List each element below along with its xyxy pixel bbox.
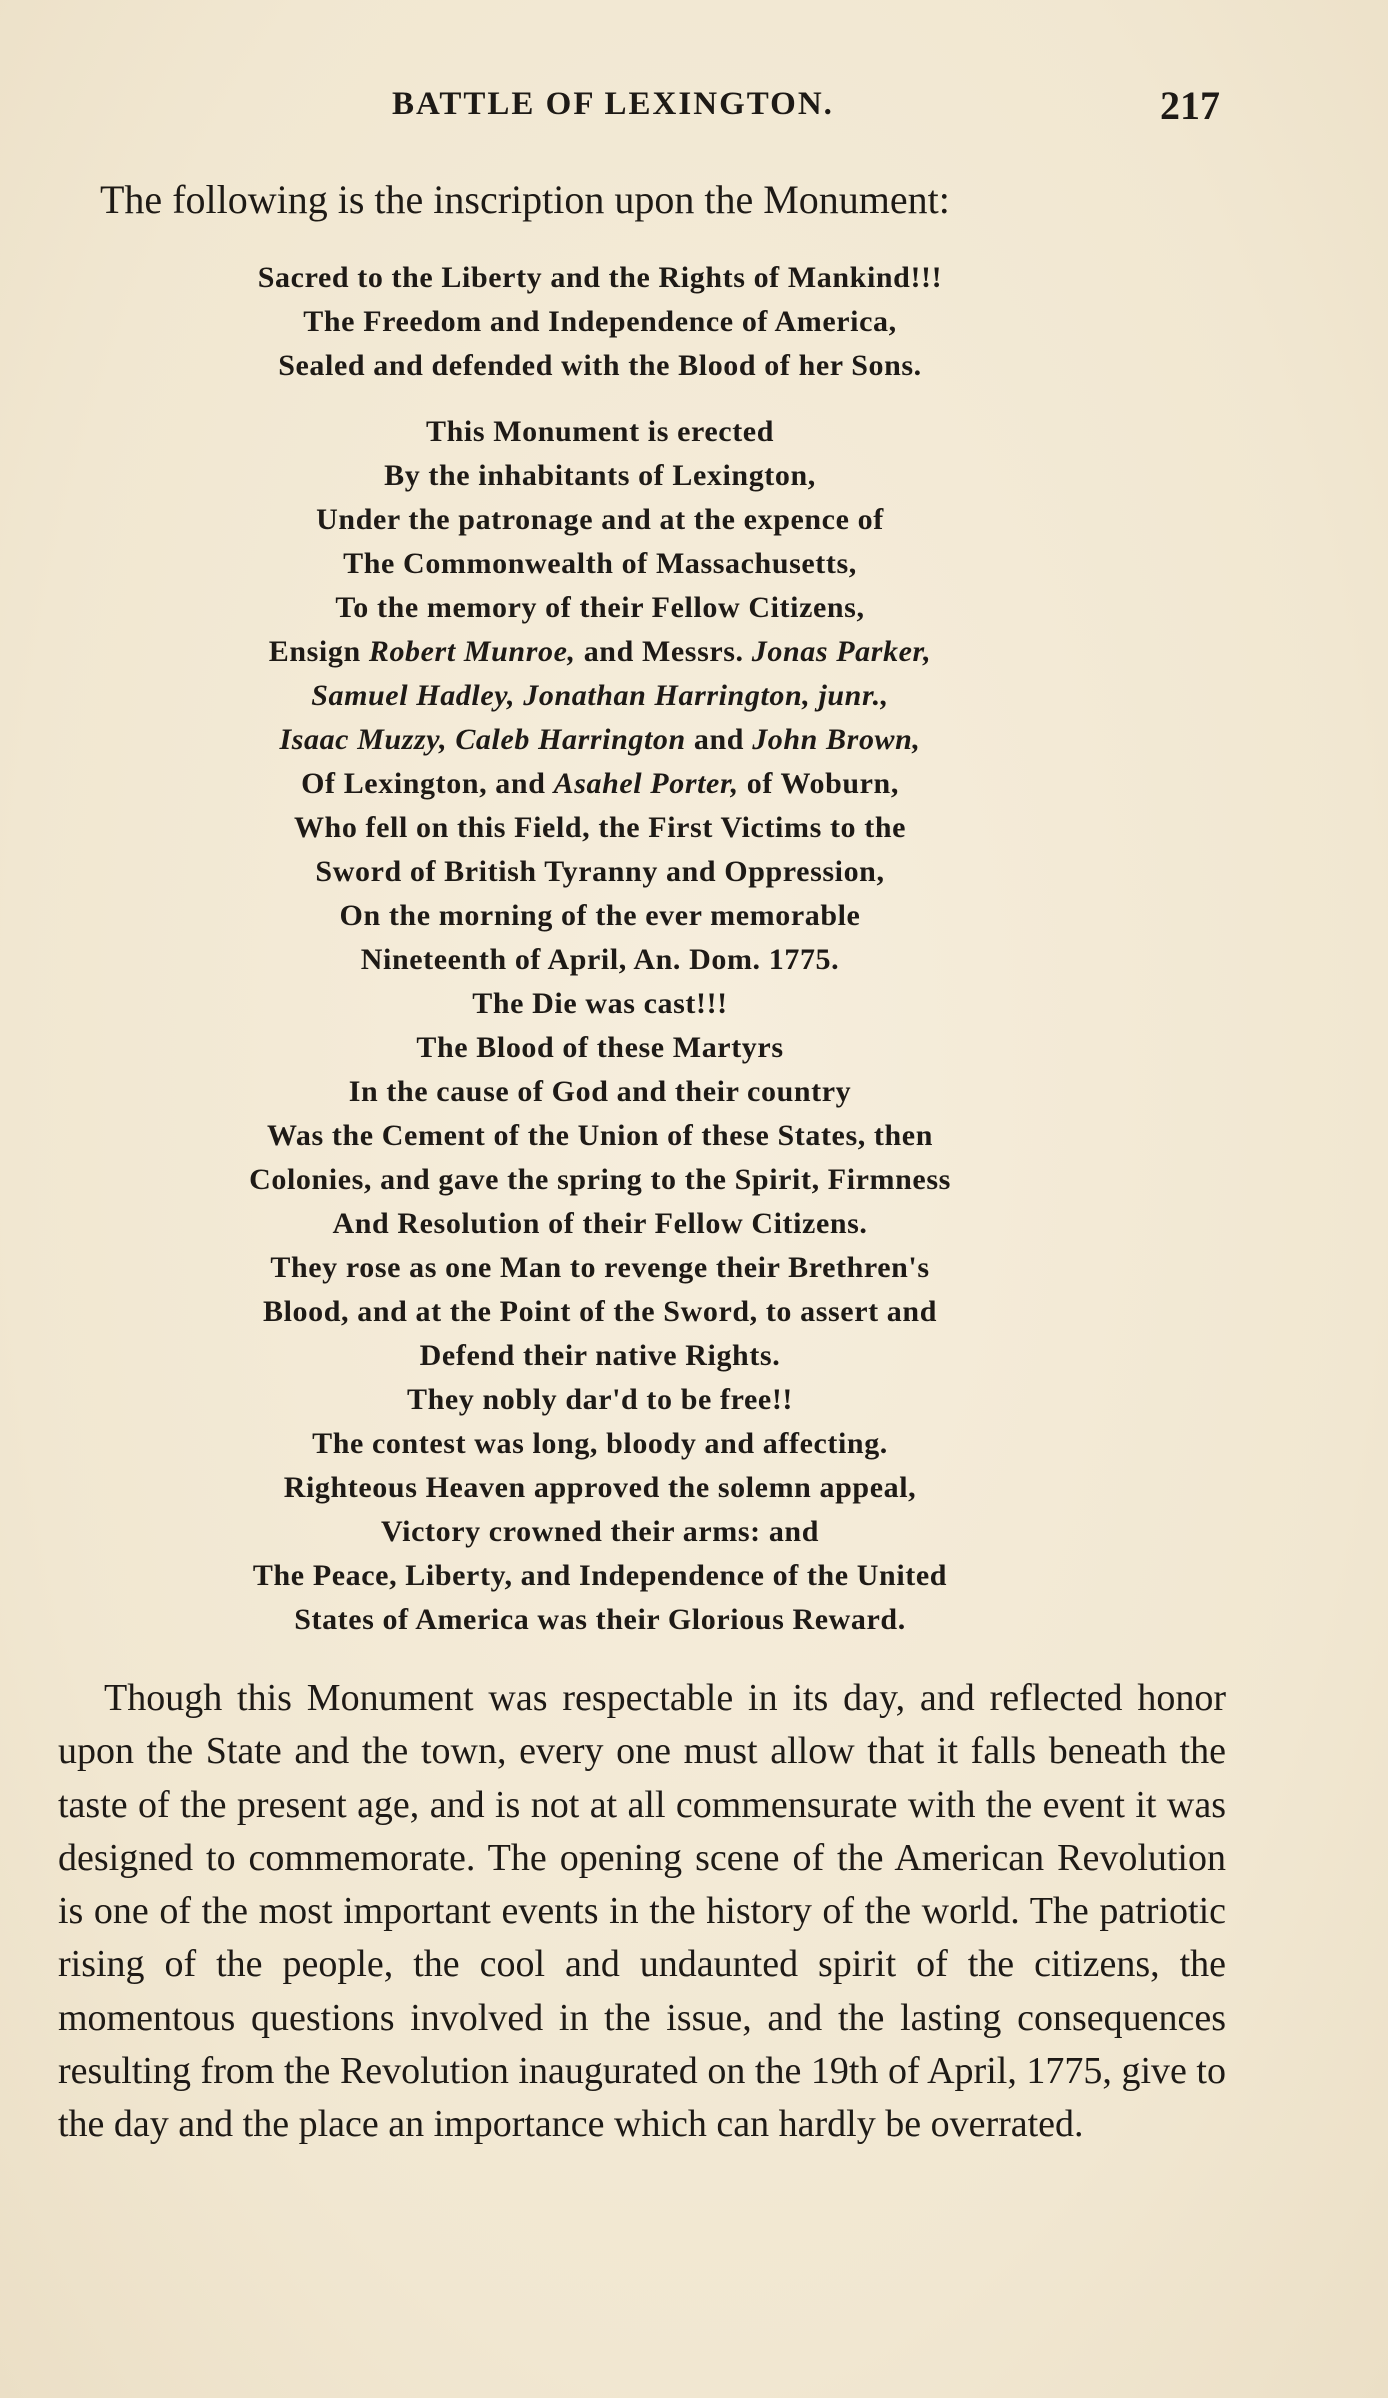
inscription-text: and Messrs. — [575, 635, 752, 668]
inscription-line: Sword of British Tyranny and Oppression, — [315, 855, 885, 888]
victim-name: Jonas Parker, — [751, 635, 932, 668]
inscription-line: They nobly dar'd to be free!! — [407, 1383, 793, 1416]
victim-name: John Brown, — [752, 723, 921, 756]
inscription-line: Who fell on this Field, the First Victims to the — [293, 811, 907, 844]
inscription-line: Nineteenth of April, An. Dom. 1775. — [360, 943, 840, 976]
inscription-line — [100, 630, 1100, 674]
running-head — [100, 83, 1220, 136]
inscription-line: The contest was long, bloody and affecting. — [312, 1427, 888, 1460]
inscription-line: Was the Cement of the Union of these States, then — [266, 1119, 934, 1152]
inscription-line: The Peace, Liberty, and Independence of the United — [252, 1559, 948, 1592]
inscription-line: Colonies, and gave the spring to the Spirit, Firmness — [249, 1163, 951, 1196]
inscription-line: The Freedom and Independence of America, — [303, 305, 897, 338]
inscription-line: In the cause of God and their country — [348, 1075, 852, 1108]
inscription-line: Victory crowned their arms: and — [381, 1515, 819, 1548]
victim-name: Asahel Porter, — [553, 767, 739, 800]
inscription-line: And Resolution of their Fellow Citizens. — [332, 1207, 868, 1240]
inscription-text: Ensign — [268, 635, 369, 668]
intro-line: The following is the inscription upon the Monument: — [100, 177, 950, 222]
inscription-text: and — [685, 723, 753, 756]
inscription-text: of Woburn, — [738, 767, 899, 800]
inscription-line — [100, 674, 1100, 718]
victim-names: Isaac Muzzy, Caleb Harrington — [279, 723, 686, 756]
monument-inscription — [100, 256, 1100, 1642]
inscription-line: The Blood of these Martyrs — [416, 1031, 784, 1064]
body-paragraph: Though this Monument was respectable in its day, and reflected honor upon the State and the town, every one must allow that it falls beneath the taste of the present age, and is not at all commensurate with the event it was designed to commemorate. The opening scene of the American Revolution is one of the most important events in the history of the world. The patriotic rising of the people, the cool and undaunted spirit of the citizens, the momentous questions involved in the issue, and the lasting consequences resulting from the Revolution inaugurated on the 19th of April, 1775, give to the day and the place an importance which can hardly be overrated. — [58, 1677, 1226, 2146]
inscription-line: Blood, and at the Point of the Sword, to assert and — [263, 1295, 937, 1328]
inscription-line: Defend their native Rights. — [419, 1339, 781, 1372]
inscription-line: Sealed and defended with the Blood of her Sons. — [278, 349, 922, 382]
inscription-line: On the morning of the ever memorable — [339, 899, 861, 932]
inscription-line: Under the patronage and at the expence of — [316, 503, 884, 536]
victim-names: Samuel Hadley, Jonathan Harrington, junr., — [311, 679, 889, 712]
running-title: BATTLE OF LEXINGTON. — [392, 86, 834, 122]
inscription-line: This Monument is erected — [426, 415, 774, 448]
inscription-text: Of Lexington, and — [301, 767, 554, 800]
page-number: 217 — [1160, 83, 1220, 128]
inscription-line: Sacred to the Liberty and the Rights of Mankind!!! — [257, 261, 943, 294]
inscription-line: The Commonwealth of Massachusetts, — [343, 547, 857, 580]
inscription-line: To the memory of their Fellow Citizens, — [335, 591, 865, 624]
inscription-line: The Die was cast!!! — [472, 987, 728, 1020]
inscription-line — [100, 718, 1100, 762]
inscription-line: They rose as one Man to revenge their Brethren's — [270, 1251, 930, 1284]
stanza-gap — [100, 388, 1100, 410]
inscription-line: States of America was their Glorious Reward. — [294, 1603, 906, 1636]
victim-name: Robert Munroe, — [368, 635, 576, 668]
inscription-line: Righteous Heaven approved the solemn appeal, — [283, 1471, 917, 1504]
inscription-line — [100, 762, 1100, 806]
inscription-line: By the inhabitants of Lexington, — [384, 459, 816, 492]
